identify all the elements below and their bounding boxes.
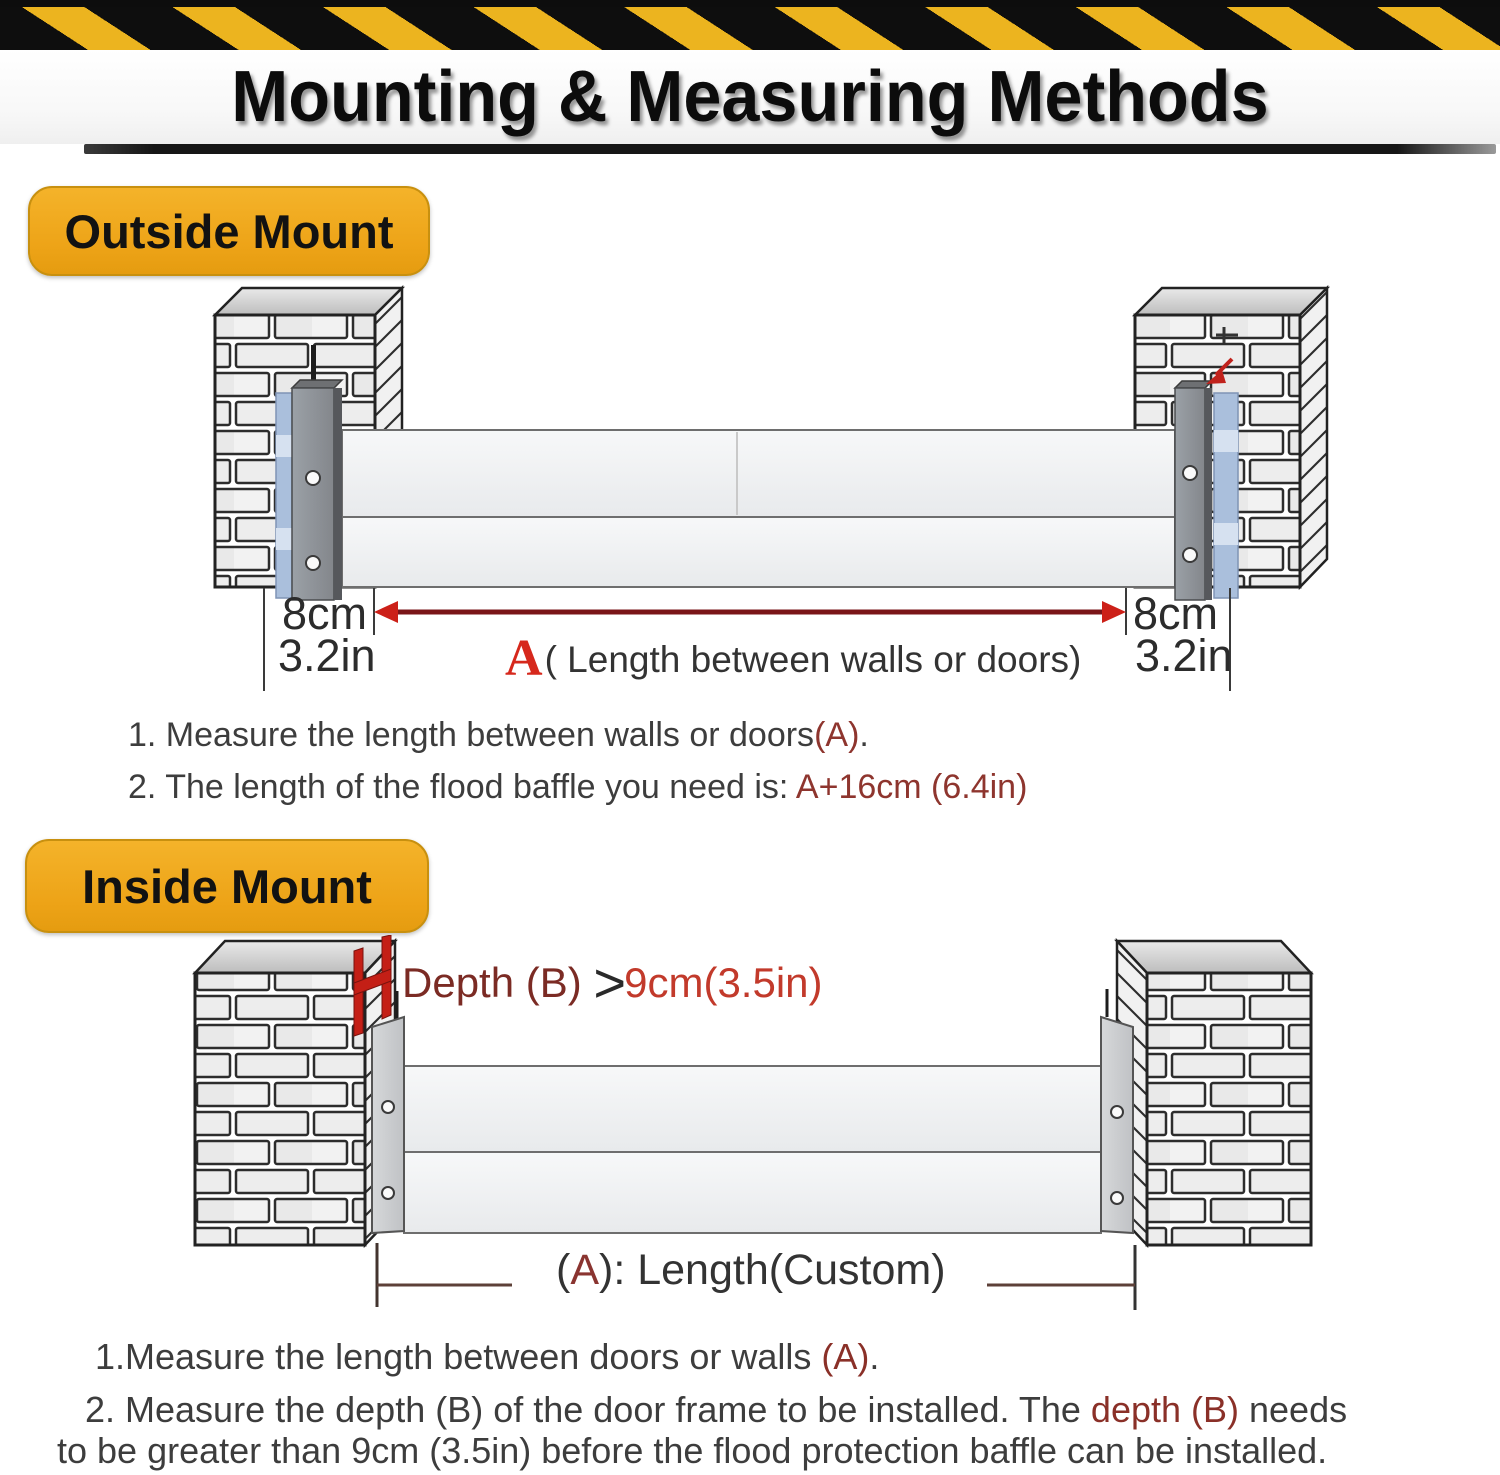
outside-step-2: 2. The length of the flood baffle you need is: A+16cm (6.4in) <box>128 768 1028 806</box>
title-underline-bar <box>84 144 1496 154</box>
title-banner <box>0 50 1500 144</box>
flood-baffle-panels <box>342 430 1175 587</box>
custom-length-label: (A): Length(Custom) <box>556 1246 946 1294</box>
inside-right-channel <box>1101 989 1133 1233</box>
inside-mount-badge <box>25 839 429 933</box>
outside-step-1: 1. Measure the length between walls or doors(A). <box>128 716 869 754</box>
caution-tape <box>0 0 1500 50</box>
inside-mount-badge-label: Inside Mount <box>82 859 372 913</box>
right-offset-cm: 8cm <box>1133 588 1219 639</box>
depth-label-name: Depth (B) <box>402 959 594 1006</box>
inside-left-channel <box>372 991 404 1233</box>
depth-label-value: 9cm(3.5in) <box>624 959 823 1006</box>
outside-mount-badge <box>28 186 430 276</box>
width-arrow <box>374 601 1126 623</box>
inside-step-2-line-1: 2. Measure the depth (B) of the door frame to be installed. The depth (B) needs <box>85 1389 1348 1430</box>
outside-mount-badge-label: Outside Mount <box>64 204 394 258</box>
left-offset-in: 3.2in <box>278 630 376 681</box>
greater-than-sign: > <box>593 951 625 1014</box>
inside-flood-baffle-panels <box>404 1066 1101 1233</box>
depth-label <box>402 950 823 1015</box>
inside-step-2-line-2: to be greater than 9cm (3.5in) before the flood protection baffle can be installed. <box>57 1430 1328 1471</box>
span-length-label-rest: ( Length between walls or doors) <box>544 639 1082 680</box>
inside-step-1: 1.Measure the length between doors or walls (A). <box>95 1336 880 1377</box>
span-length-label <box>505 629 1081 688</box>
page-title: Mounting & Measuring Methods <box>231 57 1269 137</box>
span-length-label-a: A <box>505 630 543 687</box>
inside-right-pillar <box>1117 941 1311 1245</box>
right-offset-in: 3.2in <box>1135 630 1233 681</box>
left-offset-cm: 8cm <box>282 588 368 639</box>
